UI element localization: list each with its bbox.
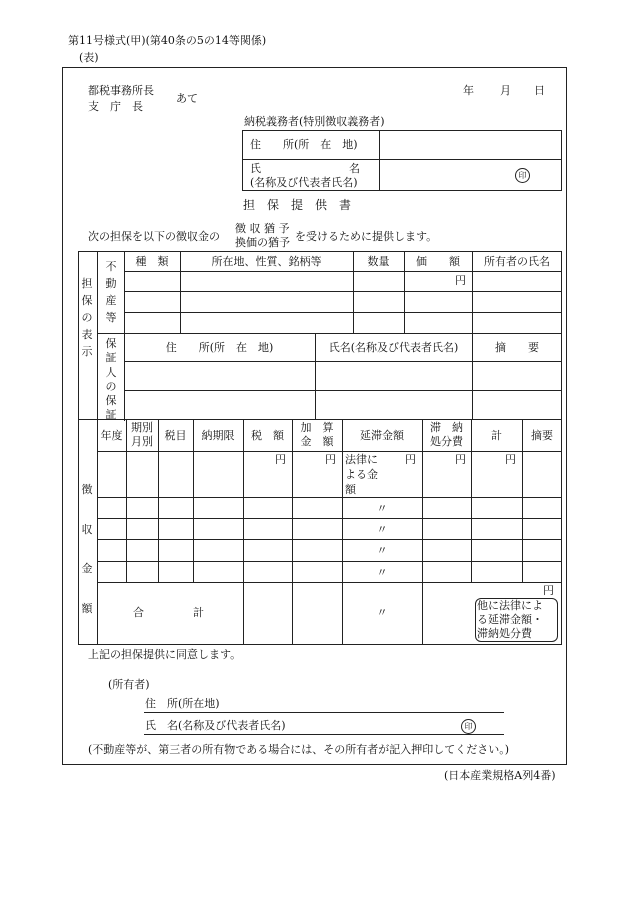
owner-name-label: 氏 名(名称及び代表者氏名)	[145, 719, 286, 732]
col-tax-item: 税目	[164, 429, 187, 442]
realty-label: 不動産等	[105, 260, 117, 325]
addressee-line2: 支 庁 長	[88, 100, 143, 113]
intro-option-conversion: 換価の猶予	[235, 236, 290, 249]
owner-seal-icon: 印	[461, 719, 476, 734]
col-location: 所在地、性質、銘柄等	[211, 255, 322, 268]
consent-statement: 上記の担保提供に同意します。	[88, 648, 242, 661]
col-value: 価 額	[416, 255, 460, 268]
legal-note-line1: 他に法律によ	[477, 599, 543, 612]
paper-size-note: (日本産業規格A列4番)	[444, 769, 556, 782]
collection-row-1-year[interactable]	[98, 452, 126, 497]
owner-address-label: 住 所(所在地)	[145, 697, 220, 710]
value-yen-unit: 円	[455, 274, 466, 287]
col-additional: 加 算	[300, 421, 334, 434]
legal-note-line3: 滞納処分費	[477, 627, 532, 640]
col-arrears-cost: 処分費	[430, 435, 463, 448]
guarantor-row-1-address[interactable]	[125, 362, 315, 390]
addressee-line1: 都税事務所長	[88, 84, 154, 97]
col-period: 期別	[131, 421, 153, 434]
ditto-mark: 〃	[376, 502, 388, 515]
owner-name-field[interactable]	[310, 718, 460, 733]
sum-label-2: 計	[193, 606, 204, 619]
col-guarantor-name: 氏名(名称及び代表者氏名)	[328, 341, 459, 354]
arrears-yen-unit: 円	[455, 453, 466, 466]
ditto-mark: 〃	[376, 566, 388, 579]
col-tax-amount: 税 額	[251, 429, 284, 442]
guarantor-label: 保証人の保証	[105, 337, 117, 422]
taxpayer-name-label: 氏 名	[250, 162, 360, 175]
col-owner: 所有者の氏名	[484, 255, 550, 268]
third-party-note: (不動産等が、第三者の所有物である場合には、その所有者が記入押印してください。)	[88, 743, 510, 756]
realty-row-1-value[interactable]	[405, 272, 472, 291]
ditto-mark: 〃	[376, 606, 388, 619]
collection-row-1-period[interactable]	[127, 452, 158, 497]
collection-row-1-due[interactable]	[194, 452, 243, 497]
form-side-label: (表)	[79, 51, 99, 64]
taxpayer-address-field[interactable]	[382, 131, 558, 158]
col-guarantor-remarks: 摘 要	[495, 341, 539, 354]
taxpayer-heading: 納税義務者(特別徴収義務者)	[244, 115, 385, 128]
legal-note-line2: る延滞金額・	[477, 613, 543, 626]
col-late-fee: 延滞金額	[360, 429, 404, 442]
realty-row-1-owner[interactable]	[473, 272, 561, 291]
col-type: 種 類	[135, 255, 169, 268]
additional-yen-unit: 円	[325, 453, 336, 466]
legal-amount-line3: 額	[345, 483, 356, 496]
taxpayer-name-field[interactable]	[382, 160, 558, 190]
intro-suffix: を受けるために提供します。	[295, 230, 438, 243]
taxpayer-name-label-sub: (名称及び代表者氏名)	[250, 176, 358, 189]
guarantor-row-1-name[interactable]	[316, 362, 472, 390]
collection-row-1-tax-amount[interactable]	[244, 466, 292, 497]
taxpayer-address-label: 住 所(所 在 地)	[250, 138, 358, 151]
date-year: 年	[463, 84, 474, 97]
document-title: 担 保 提 供 書	[243, 198, 352, 212]
date-month: 月	[500, 84, 511, 97]
col-total: 計	[491, 429, 502, 442]
addressee-suffix: あて	[176, 92, 198, 105]
col-guarantor-address: 住 所(所 在 地)	[165, 341, 274, 354]
realty-row-1-location[interactable]	[181, 272, 353, 291]
collection-row-1-tax-item[interactable]	[159, 452, 193, 497]
note-yen-unit: 円	[543, 584, 554, 597]
total-yen-unit: 円	[505, 453, 516, 466]
col-due-date: 納期限	[201, 429, 235, 442]
form-number: 第11号様式(甲)(第40条の5の14等関係)	[68, 34, 267, 47]
owner-label: (所有者)	[108, 678, 150, 691]
ditto-mark: 〃	[376, 544, 388, 557]
collateral-section-label: 担保の表示	[81, 277, 93, 359]
legal-amount-line2: よる金	[345, 468, 378, 481]
date-day: 日	[534, 84, 545, 97]
col-quantity: 数量	[367, 255, 390, 268]
collection-section-label: 徴収金額	[81, 483, 93, 615]
col-fiscal-year: 年度	[100, 429, 123, 442]
ditto-mark: 〃	[376, 523, 388, 536]
col-additional-amount: 金 額	[300, 435, 334, 448]
seal-mark-icon: 印	[515, 168, 530, 183]
intro-prefix: 次の担保を以下の徴収金の	[88, 230, 220, 243]
col-period-month: 月別	[131, 435, 153, 448]
col-remarks: 摘要	[531, 429, 553, 442]
realty-row-1-quantity[interactable]	[354, 272, 404, 291]
late-yen-unit: 円	[405, 453, 416, 466]
realty-row-1-type[interactable]	[125, 272, 180, 291]
col-arrears: 滞 納	[430, 421, 463, 434]
legal-amount-line1: 法律に	[345, 453, 378, 466]
guarantor-row-1-remarks[interactable]	[473, 362, 561, 390]
tax-yen-unit: 円	[275, 453, 286, 466]
sum-label: 合	[133, 606, 144, 619]
owner-address-field[interactable]	[240, 696, 504, 711]
intro-option-collection: 徴 収 猶 予	[235, 222, 290, 235]
